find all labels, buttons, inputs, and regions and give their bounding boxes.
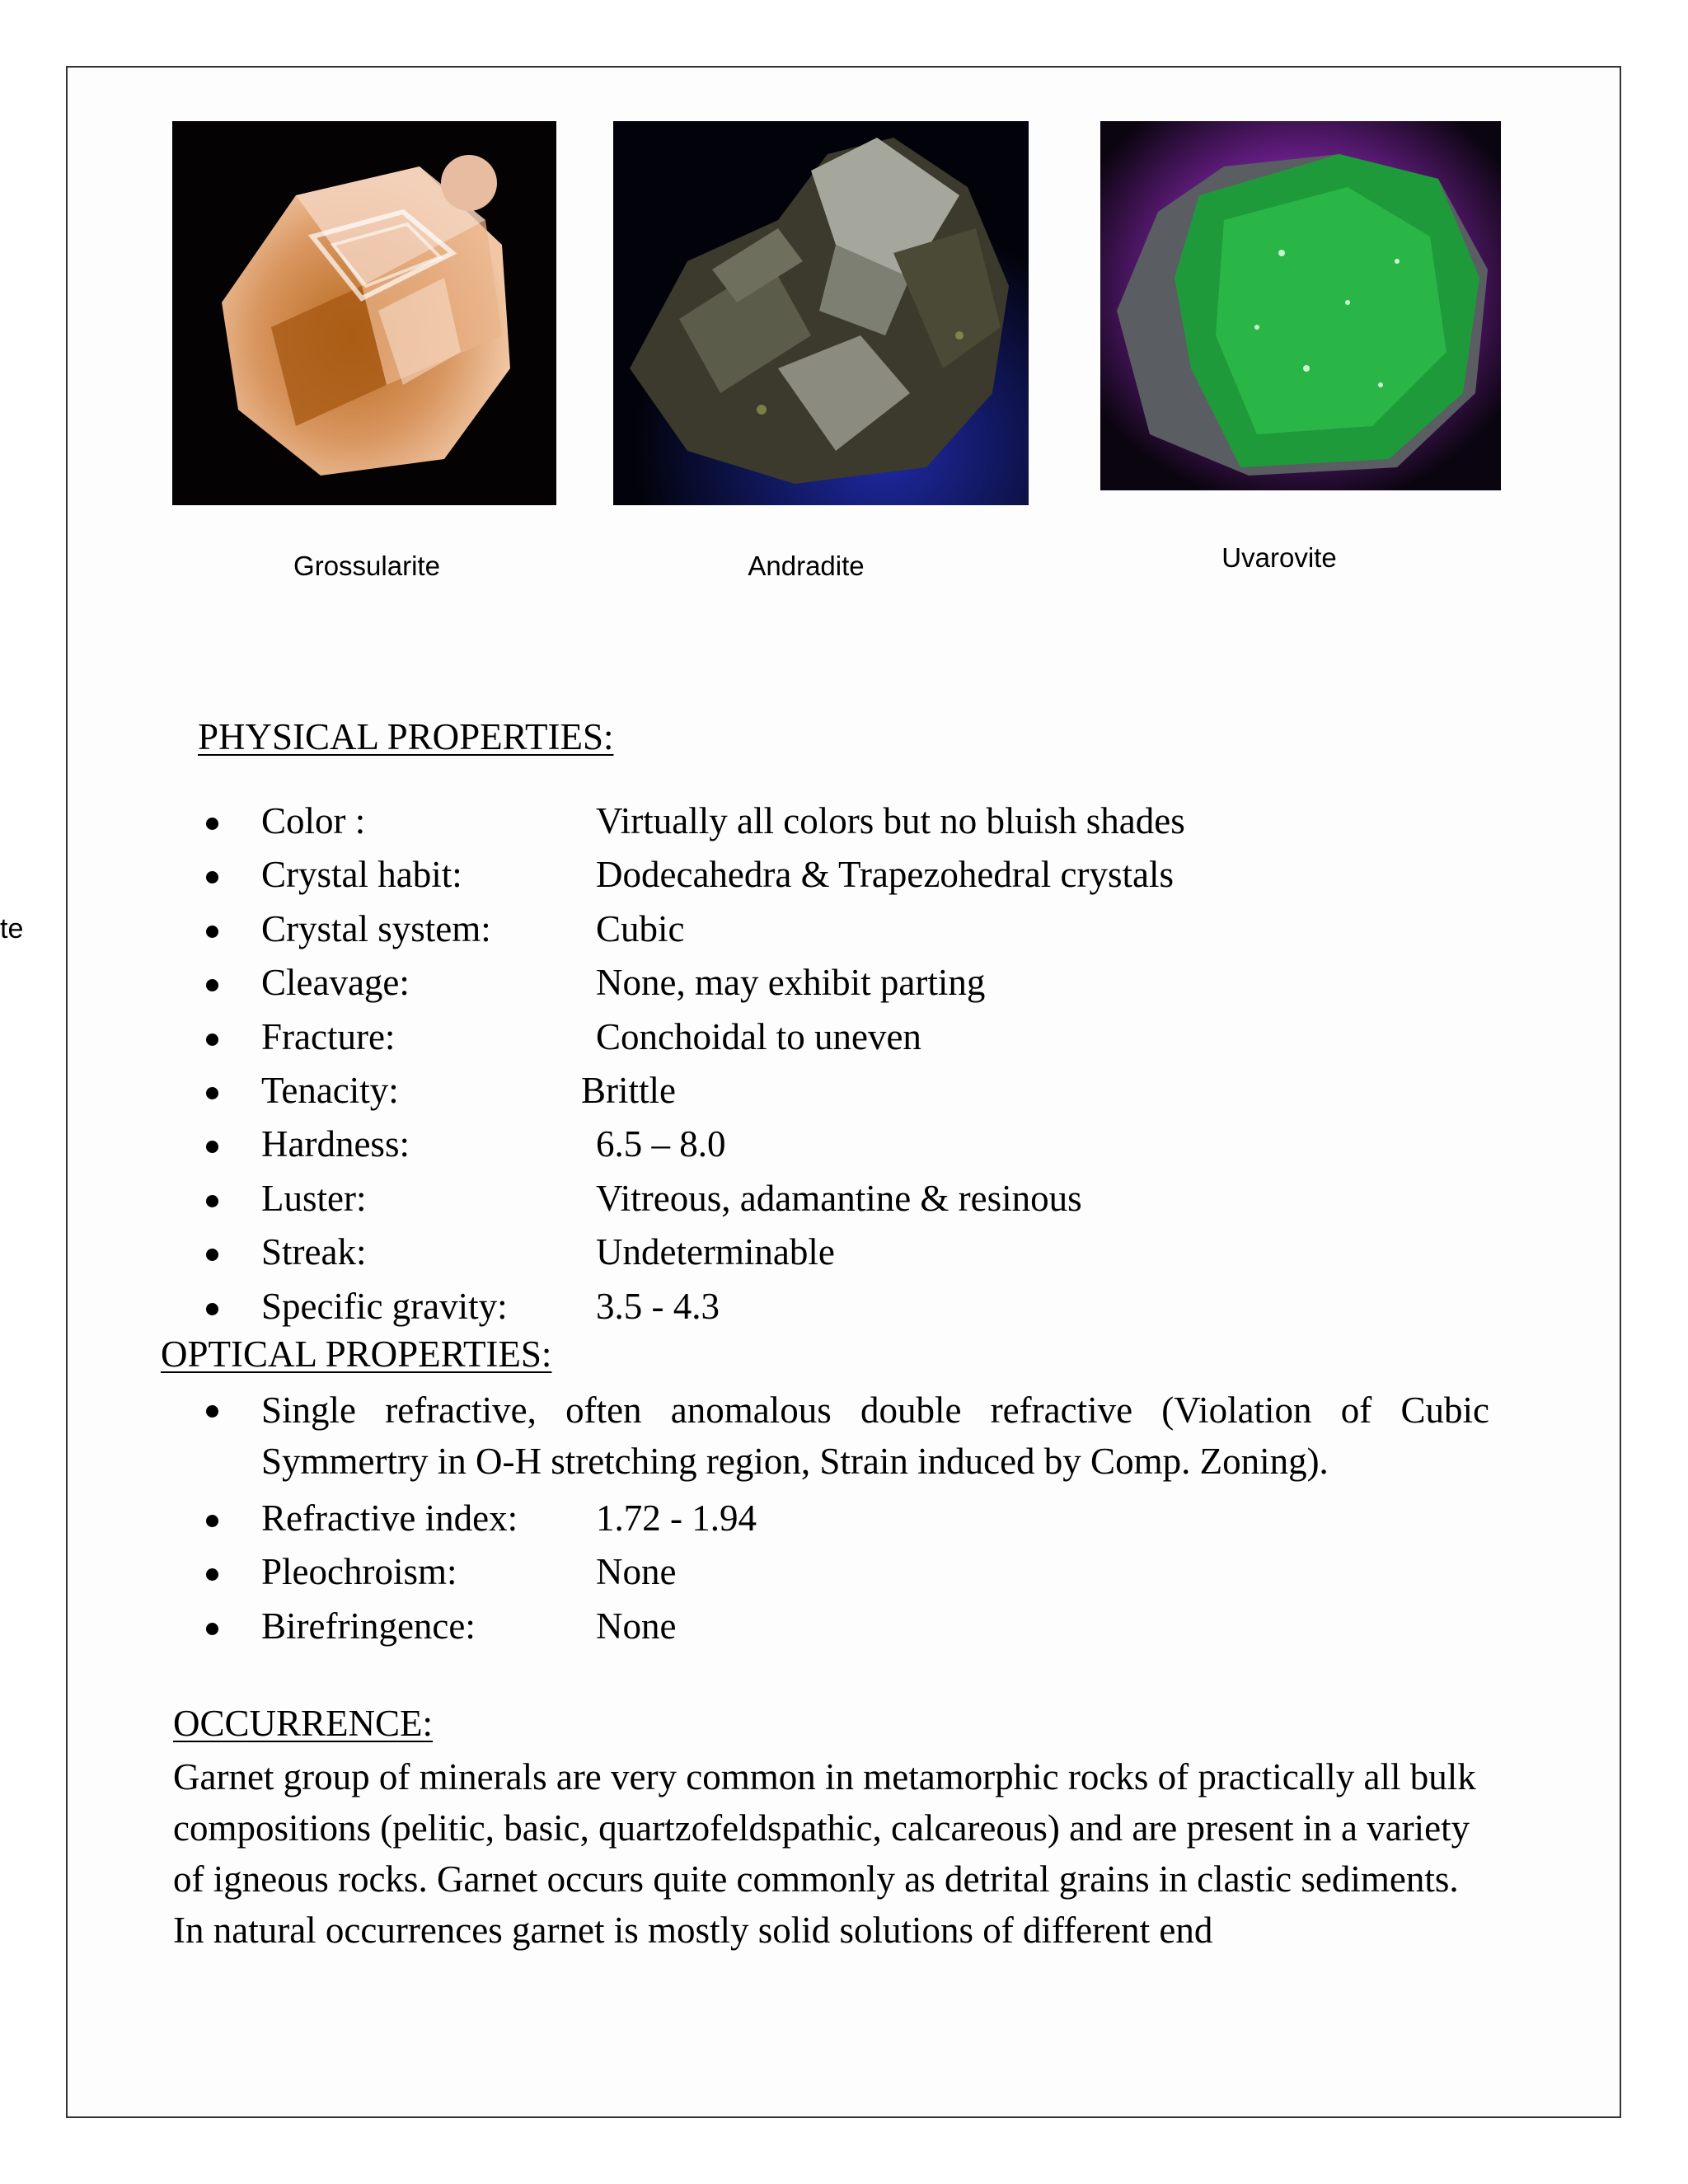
bullet-icon — [206, 926, 218, 938]
property-value: Conchoidal to uneven — [596, 1015, 921, 1057]
optical-properties-heading: OPTICAL PROPERTIES: — [161, 1333, 552, 1375]
physical-properties-heading: PHYSICAL PROPERTIES: — [198, 716, 614, 757]
property-label: Tenacity: — [261, 1069, 399, 1111]
property-label: Crystal habit: — [261, 854, 462, 896]
bullet-icon — [206, 1623, 218, 1635]
property-label: Hardness: — [261, 1123, 410, 1165]
property-label: Refractive index: — [261, 1497, 518, 1539]
property-value: None — [596, 1551, 677, 1593]
property-label: Fracture: — [261, 1015, 396, 1057]
property-value: Virtually all colors but no bluish shades — [596, 800, 1185, 841]
property-value: Vitreous, adamantine & resinous — [596, 1177, 1082, 1219]
property-label: Color : — [261, 800, 366, 841]
bullet-icon — [206, 1033, 218, 1046]
optical-note: Single refractive, often anomalous double refractive (Violation of Cubic Symmertry in O-H stretching region, Strain induced by Comp. Zoning). — [261, 1390, 1489, 1482]
occurrence-heading: OCCURRENCE: — [173, 1703, 434, 1744]
property-label: Cleavage: — [261, 962, 410, 1004]
uvarovite-image — [1100, 121, 1501, 490]
property-value: Cubic — [596, 907, 685, 949]
property-label: Pleochroism: — [261, 1551, 457, 1593]
property-label: Luster: — [261, 1177, 367, 1219]
property-value: Brittle — [581, 1069, 676, 1111]
bullet-icon — [206, 1405, 218, 1418]
bullet-icon — [206, 1087, 218, 1099]
occurrence-paragraph: Garnet group of minerals are very common in metamorphic rocks of practically all bulk compositions (pelitic, basic, quartzofeldspathic, calcareous) and are present in a variety of igneous rocks. Garnet occurs quite commonly as detrital grains in clastic sediments. In natural occurrences garnet is mostly solid solutions of different end — [173, 1756, 1476, 1951]
caption-uvarovite: Uvarovite — [1221, 542, 1337, 573]
margin-text-fragment: te — [0, 913, 24, 944]
property-value: 1.72 - 1.94 — [596, 1497, 757, 1539]
andradite-image — [613, 121, 1029, 505]
property-value: None — [596, 1605, 677, 1647]
caption-andradite: Andradite — [748, 551, 865, 581]
property-label: Specific gravity: — [261, 1285, 508, 1327]
bullet-icon — [206, 1303, 218, 1315]
bullet-icon — [206, 818, 218, 830]
bullet-icon — [206, 1515, 218, 1527]
property-label: Crystal system: — [261, 907, 491, 949]
property-label: Birefringence: — [261, 1605, 476, 1647]
property-label: Streak: — [261, 1231, 367, 1273]
grossularite-image — [172, 121, 556, 505]
property-value: 6.5 – 8.0 — [596, 1123, 726, 1165]
property-value: Undeterminable — [596, 1231, 835, 1273]
property-value: Dodecahedra & Trapezohedral crystals — [596, 854, 1174, 896]
bullet-icon — [206, 1195, 218, 1207]
property-value: None, may exhibit parting — [596, 962, 986, 1004]
caption-grossularite: Grossularite — [293, 551, 440, 581]
property-value: 3.5 - 4.3 — [596, 1285, 720, 1327]
